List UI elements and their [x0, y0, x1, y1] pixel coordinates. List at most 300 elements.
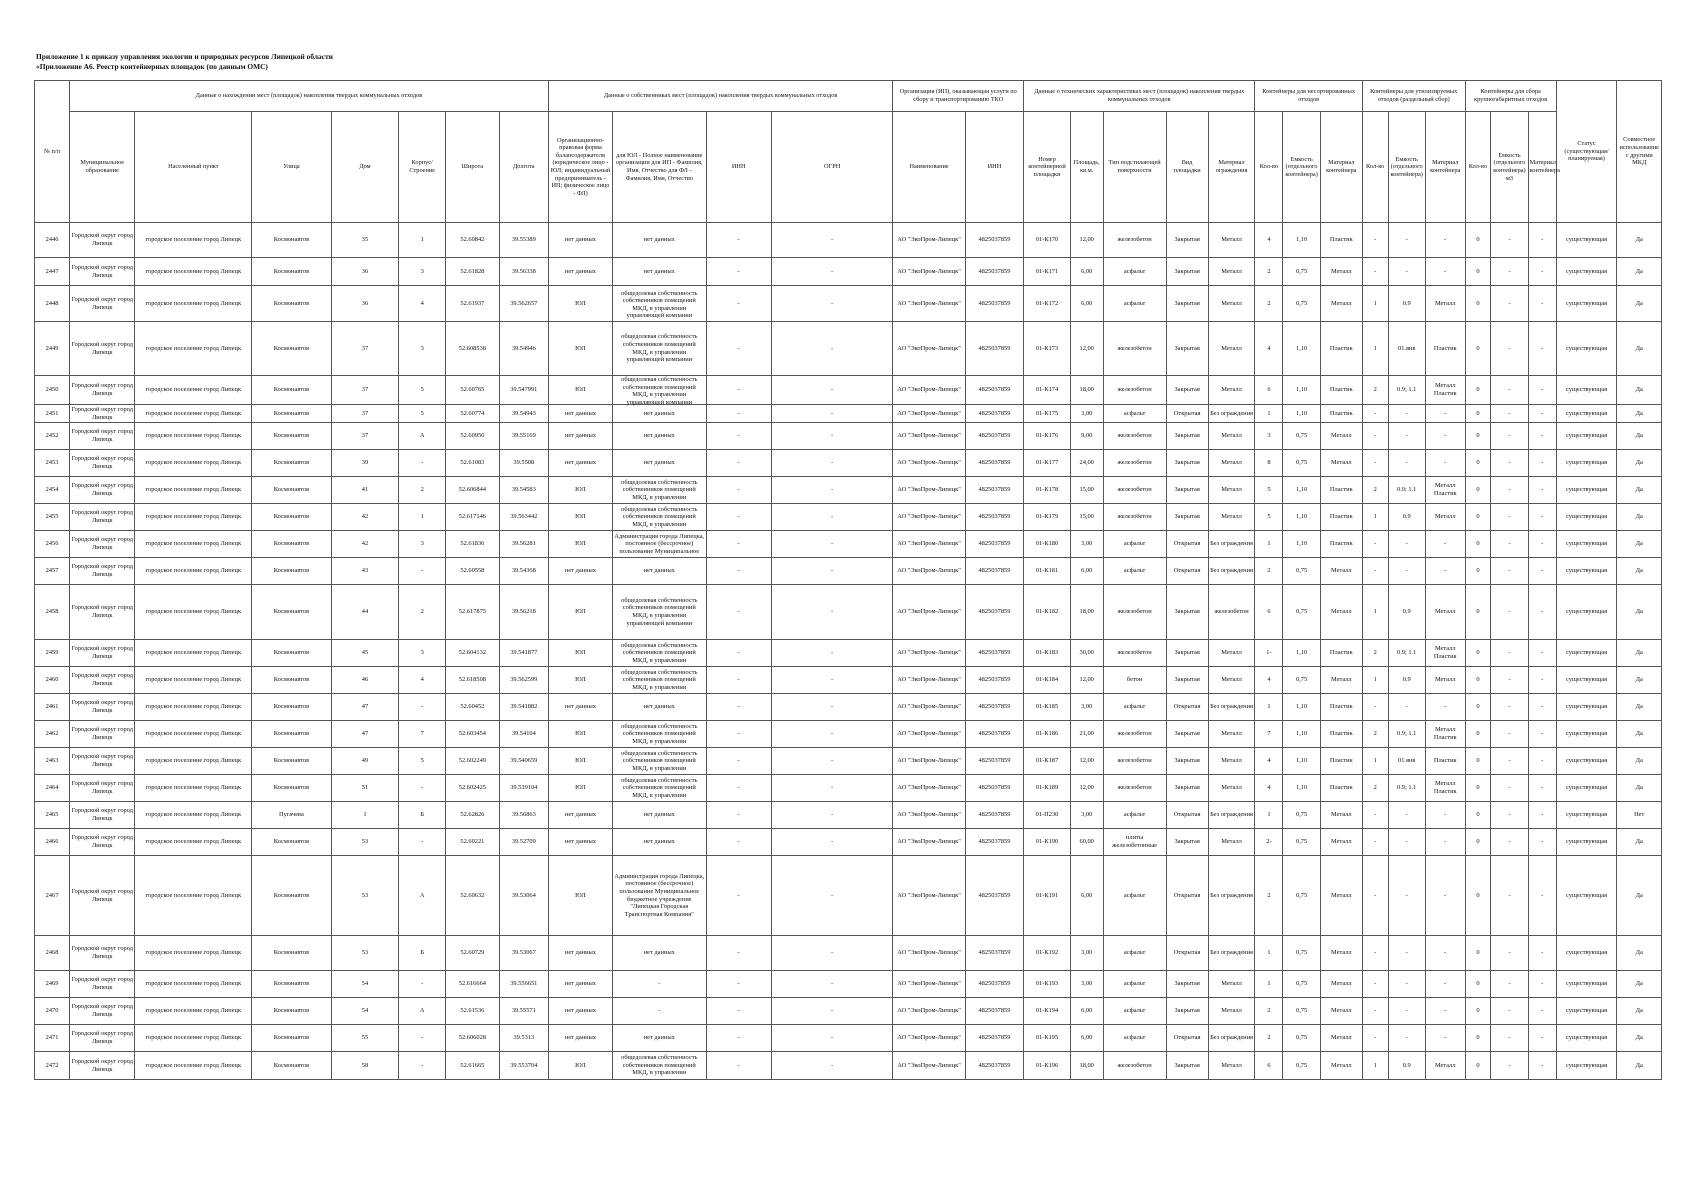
table-cell-ogrn: -: [771, 829, 892, 856]
table-cell-inn: -: [706, 405, 771, 423]
table-cell-vid: Открытая: [1166, 694, 1208, 721]
table-cell-ogrn: -: [771, 585, 892, 640]
table-cell-area: 18,00: [1070, 585, 1103, 640]
table-cell-vid: Закрытая: [1166, 223, 1208, 258]
table-cell-dom: 54: [331, 971, 399, 998]
table-cell-np: городское поселение город Липецк: [135, 450, 252, 477]
table-cell-orginn: 4825037859: [965, 1052, 1023, 1080]
table-cell-surf: асфальт: [1103, 405, 1166, 423]
table-cell-opf: ЮЛ: [548, 856, 612, 936]
table-cell-opf: ЮЛ: [548, 286, 612, 322]
table-cell-own: [613, 721, 706, 748]
table-cell-opf: нет данных: [548, 829, 612, 856]
table-cell-area: 15,00: [1070, 504, 1103, 531]
table-cell-dom: 49: [331, 748, 399, 775]
table-cell-ogrn: -: [771, 376, 892, 405]
table-cell-num: 01-К171: [1024, 258, 1071, 286]
table-cell-v1: 0,75: [1283, 667, 1320, 694]
table-cell-v2: -: [1388, 971, 1425, 998]
table-cell-ogrn: -: [771, 558, 892, 585]
table-cell-m3: -: [1528, 531, 1556, 558]
table-cell-n: 2450: [35, 376, 70, 405]
table-cell-k: -: [399, 450, 446, 477]
table-cell-status: существующая: [1556, 1025, 1617, 1052]
table-cell-c3: 0: [1465, 423, 1491, 450]
table-cell-k: -: [399, 1052, 446, 1080]
table-cell-status: существующая: [1556, 775, 1617, 802]
table-cell-own: нет данных: [613, 423, 706, 450]
table-cell-st: Космонавтов: [252, 775, 331, 802]
table-cell-inn: -: [706, 558, 771, 585]
table-cell-c2: -: [1362, 558, 1388, 585]
table-cell-status: существующая: [1556, 258, 1617, 286]
table-cell-vid: Закрытая: [1166, 1052, 1208, 1080]
table-cell-dom: 46: [331, 667, 399, 694]
table-cell-m2: Металл Пластик: [1425, 721, 1465, 748]
table-cell-k: 3: [399, 322, 446, 376]
table-cell-vid: Открытая: [1166, 1025, 1208, 1052]
table-cell-org: АО "ЭкоПром-Липецк": [893, 640, 965, 667]
table-row: [35, 423, 1662, 450]
table-cell-opf: нет данных: [548, 971, 612, 998]
table-cell-np: городское поселение город Липецк: [135, 640, 252, 667]
table-cell-ogrn: -: [771, 694, 892, 721]
table-cell-opf: ЮЛ: [548, 585, 612, 640]
table-cell-ogrn: -: [771, 1025, 892, 1052]
table-cell-m1: Металл: [1320, 802, 1362, 829]
table-cell-lat: 52.617875: [446, 585, 500, 640]
table-cell-v2: -: [1388, 998, 1425, 1025]
table-cell-own: [613, 640, 706, 667]
table-cell-lat: 52.62826: [446, 802, 500, 829]
table-cell-v1: 0,75: [1283, 856, 1320, 936]
table-cell-v2: 0.9: [1388, 585, 1425, 640]
table-cell-num: 01-К184: [1024, 667, 1071, 694]
table-cell-lon: 39.547991: [499, 376, 548, 405]
table-cell-n: 2465: [35, 802, 70, 829]
registry-table: [34, 80, 1662, 1080]
table-cell-orginn: 4825037859: [965, 376, 1023, 405]
table-cell-num: 01-К187: [1024, 748, 1071, 775]
table-cell-org: АО "ЭкоПром-Липецк": [893, 936, 965, 971]
table-cell-vid: Открытая: [1166, 856, 1208, 936]
table-cell-st: Космонавтов: [252, 829, 331, 856]
table-cell-orginn: 4825037859: [965, 936, 1023, 971]
table-cell-area: 3,00: [1070, 405, 1103, 423]
table-cell-m3: -: [1528, 376, 1556, 405]
table-cell-surf: асфальт: [1103, 1025, 1166, 1052]
table-cell-fence: Без ограждения: [1208, 936, 1255, 971]
table-cell-c2: -: [1362, 450, 1388, 477]
table-cell-dom: 45: [331, 640, 399, 667]
table-cell-area: 3,00: [1070, 531, 1103, 558]
table-row: [35, 694, 1662, 721]
table-cell-lat: 52.603454: [446, 721, 500, 748]
table-row: [35, 1052, 1662, 1080]
table-cell-c1: 6: [1255, 585, 1283, 640]
table-cell-lon: 39.553704: [499, 1052, 548, 1080]
table-cell-v3: -: [1491, 376, 1528, 405]
table-cell-c1: 3: [1255, 423, 1283, 450]
table-cell-v2: -: [1388, 450, 1425, 477]
table-cell-dom: 39: [331, 450, 399, 477]
table-cell-n: 2466: [35, 829, 70, 856]
table-cell-c3: 0: [1465, 286, 1491, 322]
table-cell-v1: 1,10: [1283, 405, 1320, 423]
table-cell-np: городское поселение город Липецк: [135, 504, 252, 531]
col-status-header: Статус (существующая/планируемая): [1556, 81, 1617, 223]
table-cell-area: 60,00: [1070, 829, 1103, 856]
table-cell-ogrn: -: [771, 504, 892, 531]
table-cell-m3: -: [1528, 558, 1556, 585]
column-header: Улица: [252, 112, 331, 223]
table-cell-m2: Пластик: [1425, 322, 1465, 376]
table-cell-area: 6,00: [1070, 286, 1103, 322]
table-cell-status: существующая: [1556, 585, 1617, 640]
table-cell-c1: 1: [1255, 531, 1283, 558]
table-cell-np: городское поселение город Липецк: [135, 558, 252, 585]
table-cell-opf: нет данных: [548, 423, 612, 450]
table-cell-orginn: 4825037859: [965, 667, 1023, 694]
table-cell-np: городское поселение город Липецк: [135, 856, 252, 936]
table-cell-v1: 1,10: [1283, 322, 1320, 376]
table-cell-m3: -: [1528, 423, 1556, 450]
table-cell-v2: 0.9; 1.1: [1388, 477, 1425, 504]
table-cell-m3: -: [1528, 748, 1556, 775]
table-cell-lat: 52.60558: [446, 558, 500, 585]
header-line-1: Приложение 1 к приказу управления экологии и природных ресурсов Липецкой области: [36, 52, 333, 61]
table-cell-org: АО "ЭкоПром-Липецк": [893, 667, 965, 694]
table-row: [35, 223, 1662, 258]
table-cell-np: городское поселение город Липецк: [135, 223, 252, 258]
table-cell-org: АО "ЭкоПром-Липецк": [893, 1052, 965, 1080]
table-cell-vid: Закрытая: [1166, 775, 1208, 802]
table-cell-area: 12,00: [1070, 322, 1103, 376]
table-cell-opf: ЮЛ: [548, 531, 612, 558]
table-cell-v3: -: [1491, 694, 1528, 721]
table-cell-st: Космонавтов: [252, 694, 331, 721]
table-cell-org: АО "ЭкоПром-Липецк": [893, 694, 965, 721]
table-cell-vid: Открытая: [1166, 531, 1208, 558]
table-cell-m1: Пластик: [1320, 223, 1362, 258]
table-cell-ogrn: -: [771, 423, 892, 450]
table-cell-opf: нет данных: [548, 802, 612, 829]
table-cell-v2: -: [1388, 936, 1425, 971]
table-cell-c3: 0: [1465, 1025, 1491, 1052]
table-cell-fence: Металл: [1208, 450, 1255, 477]
table-cell-own: нет данных: [613, 405, 706, 423]
table-cell-inn: -: [706, 694, 771, 721]
table-cell-vid: Открытая: [1166, 936, 1208, 971]
table-cell-own: нет данных: [613, 802, 706, 829]
table-cell-k: 2: [399, 585, 446, 640]
table-row: [35, 286, 1662, 322]
table-cell-org: АО "ЭкоПром-Липецк": [893, 971, 965, 998]
table-cell-v3: -: [1491, 223, 1528, 258]
owner-text: общедолевая собственность собственников помещений МКД, в управлении: [621, 641, 698, 664]
table-cell-fence: Металл: [1208, 376, 1255, 405]
table-cell-lon: 39.56338: [499, 258, 548, 286]
table-cell-inn: -: [706, 286, 771, 322]
table-cell-inn: -: [706, 829, 771, 856]
table-cell-org: АО "ЭкоПром-Липецк": [893, 802, 965, 829]
table-cell-num: 01-К172: [1024, 286, 1071, 322]
table-cell-mo: Городской округ город Липецк: [70, 640, 135, 667]
table-cell-surf: железобетон: [1103, 585, 1166, 640]
table-cell-dom: 37: [331, 423, 399, 450]
table-cell-c2: -: [1362, 1025, 1388, 1052]
table-cell-c3: 0: [1465, 477, 1491, 504]
table-cell-surf: асфальт: [1103, 694, 1166, 721]
table-cell-org: АО "ЭкоПром-Липецк": [893, 504, 965, 531]
table-cell-lat: 52.61536: [446, 998, 500, 1025]
table-cell-n: 2459: [35, 640, 70, 667]
column-header: Материал контейнера: [1320, 112, 1362, 223]
table-cell-lon: 39.54368: [499, 558, 548, 585]
table-cell-shared: Да: [1617, 585, 1662, 640]
table-cell-shared: Да: [1617, 423, 1662, 450]
table-cell-c1: 4: [1255, 775, 1283, 802]
table-cell-ogrn: -: [771, 748, 892, 775]
table-cell-orginn: 4825037859: [965, 829, 1023, 856]
table-cell-np: городское поселение город Липецк: [135, 748, 252, 775]
table-cell-vid: Закрытая: [1166, 667, 1208, 694]
table-cell-st: Космонавтов: [252, 223, 331, 258]
table-cell-c3: 0: [1465, 802, 1491, 829]
table-cell-np: городское поселение город Липецк: [135, 802, 252, 829]
table-cell-c2: 1: [1362, 585, 1388, 640]
table-cell-fence: Без ограждения: [1208, 802, 1255, 829]
table-cell-org: АО "ЭкоПром-Липецк": [893, 423, 965, 450]
table-cell-n: 2469: [35, 971, 70, 998]
table-cell-orginn: 4825037859: [965, 531, 1023, 558]
table-cell-dom: 37: [331, 322, 399, 376]
table-cell-lat: 52.602425: [446, 775, 500, 802]
table-cell-c2: 1: [1362, 504, 1388, 531]
table-cell-vid: Закрытая: [1166, 585, 1208, 640]
table-cell-m1: Металл: [1320, 1052, 1362, 1080]
column-header: Вид площадки: [1166, 112, 1208, 223]
table-cell-mo: Городской округ город Липецк: [70, 775, 135, 802]
table-cell-lon: 39.556651: [499, 971, 548, 998]
owner-text: общедолевая собственность собственников помещений МКД, в управлении: [621, 505, 698, 528]
table-cell-lon: 39.55169: [499, 423, 548, 450]
table-cell-c1: 1: [1255, 971, 1283, 998]
table-cell-k: -: [399, 971, 446, 998]
table-cell-lon: 39.541877: [499, 640, 548, 667]
table-cell-v2: -: [1388, 694, 1425, 721]
table-cell-orginn: 4825037859: [965, 258, 1023, 286]
table-cell-dom: 35: [331, 223, 399, 258]
table-cell-lon: 39.55571: [499, 998, 548, 1025]
group-bulky-header: Контейнеры для сбора крупногабаритных отходов: [1465, 81, 1556, 112]
table-cell-m1: Пластик: [1320, 376, 1362, 405]
table-cell-v3: -: [1491, 450, 1528, 477]
table-cell-mo: Городской округ город Липецк: [70, 936, 135, 971]
table-cell-v2: -: [1388, 531, 1425, 558]
table-cell-vid: Открытая: [1166, 558, 1208, 585]
table-cell-c3: 0: [1465, 405, 1491, 423]
table-cell-mo: Городской округ город Липецк: [70, 322, 135, 376]
table-cell-st: Космонавтов: [252, 558, 331, 585]
table-cell-opf: ЮЛ: [548, 504, 612, 531]
table-cell-dom: 42: [331, 504, 399, 531]
table-cell-v2: 0.9: [1388, 667, 1425, 694]
table-cell-np: городское поселение город Липецк: [135, 405, 252, 423]
column-header: Кол-во: [1465, 112, 1491, 223]
table-cell-fence: Без ограждения: [1208, 558, 1255, 585]
registry-body: [35, 223, 1662, 1080]
table-cell-m3: -: [1528, 405, 1556, 423]
owner-text: общедолевая собственность собственников помещений МКД, в управлении управляющей компании: [621, 289, 698, 320]
table-cell-m3: -: [1528, 694, 1556, 721]
table-cell-shared: Да: [1617, 998, 1662, 1025]
table-cell-np: городское поселение город Липецк: [135, 694, 252, 721]
table-cell-k: 1: [399, 223, 446, 258]
table-cell-n: 2453: [35, 450, 70, 477]
table-cell-m3: -: [1528, 450, 1556, 477]
column-header: Материал ограждения: [1208, 112, 1255, 223]
table-cell-area: 21,00: [1070, 721, 1103, 748]
table-cell-fence: железобетон: [1208, 585, 1255, 640]
table-cell-c1: 1-: [1255, 640, 1283, 667]
table-cell-m1: Металл: [1320, 423, 1362, 450]
table-cell-v3: -: [1491, 322, 1528, 376]
table-cell-surf: железобетон: [1103, 376, 1166, 405]
table-cell-c2: 2: [1362, 477, 1388, 504]
table-cell-vid: Закрытая: [1166, 450, 1208, 477]
column-header: ИНН: [965, 112, 1023, 223]
owner-text: общедолевая собственность собственников помещений МКД, в управлении: [621, 478, 698, 501]
table-cell-v2: 0.9; 1.1: [1388, 775, 1425, 802]
table-cell-mo: Городской округ город Липецк: [70, 477, 135, 504]
table-row: [35, 775, 1662, 802]
table-cell-status: существующая: [1556, 286, 1617, 322]
table-cell-vid: Закрытая: [1166, 640, 1208, 667]
table-cell-surf: асфальт: [1103, 286, 1166, 322]
table-cell-v3: -: [1491, 286, 1528, 322]
table-cell-orginn: 4825037859: [965, 223, 1023, 258]
table-cell-fence: Металл: [1208, 423, 1255, 450]
table-cell-mo: Городской округ город Липецк: [70, 286, 135, 322]
table-cell-dom: 37: [331, 405, 399, 423]
table-cell-own: нет данных: [613, 1025, 706, 1052]
column-header: Материал контейнера: [1528, 112, 1556, 223]
table-cell-dom: 47: [331, 721, 399, 748]
table-cell-c2: -: [1362, 802, 1388, 829]
table-row: [35, 531, 1662, 558]
table-row: [35, 856, 1662, 936]
table-cell-v1: 1,10: [1283, 531, 1320, 558]
table-cell-num: 01-К176: [1024, 423, 1071, 450]
table-cell-m2: -: [1425, 423, 1465, 450]
table-cell-vid: Закрытая: [1166, 998, 1208, 1025]
table-cell-lon: 39.55389: [499, 223, 548, 258]
table-cell-num: 01-К177: [1024, 450, 1071, 477]
table-cell-mo: Городской округ город Липецк: [70, 258, 135, 286]
table-cell-lat: 52.60774: [446, 405, 500, 423]
table-cell-k: Б: [399, 936, 446, 971]
table-cell-own: [613, 1052, 706, 1080]
table-cell-st: Космонавтов: [252, 322, 331, 376]
table-cell-st: Космонавтов: [252, 531, 331, 558]
table-cell-v2: -: [1388, 405, 1425, 423]
column-header: ИНН: [706, 112, 771, 223]
table-cell-own: [613, 531, 706, 558]
table-cell-inn: -: [706, 450, 771, 477]
column-header: Емкость (отдельного контейнера) м3: [1491, 112, 1528, 223]
table-cell-fence: Металл: [1208, 1052, 1255, 1080]
table-cell-inn: -: [706, 504, 771, 531]
table-cell-m3: -: [1528, 286, 1556, 322]
table-cell-n: 2452: [35, 423, 70, 450]
owner-text: общедолевая собственность собственников помещений МКД, в управлении управляющей компании: [621, 376, 698, 406]
table-cell-v2: -: [1388, 423, 1425, 450]
table-cell-m2: Металл: [1425, 286, 1465, 322]
table-cell-status: существующая: [1556, 971, 1617, 998]
table-cell-orginn: 4825037859: [965, 802, 1023, 829]
table-cell-surf: железобетон: [1103, 450, 1166, 477]
table-cell-dom: 43: [331, 558, 399, 585]
table-cell-np: городское поселение город Липецк: [135, 936, 252, 971]
table-cell-v1: 0,75: [1283, 936, 1320, 971]
table-cell-ogrn: -: [771, 286, 892, 322]
table-cell-fence: Металл: [1208, 504, 1255, 531]
table-cell-vid: Закрытая: [1166, 504, 1208, 531]
table-cell-surf: железобетон: [1103, 640, 1166, 667]
table-cell-num: 01-К186: [1024, 721, 1071, 748]
table-cell-surf: асфальт: [1103, 258, 1166, 286]
table-cell-surf: железобетон: [1103, 223, 1166, 258]
table-cell-m2: Металл Пластик: [1425, 376, 1465, 405]
table-cell-v1: 0,75: [1283, 1025, 1320, 1052]
table-cell-opf: нет данных: [548, 223, 612, 258]
table-row: [35, 971, 1662, 998]
table-cell-c1: 4: [1255, 223, 1283, 258]
table-cell-surf: железобетон: [1103, 775, 1166, 802]
table-cell-inn: -: [706, 585, 771, 640]
table-cell-m2: Металл Пластик: [1425, 775, 1465, 802]
table-cell-area: 18,00: [1070, 376, 1103, 405]
table-cell-lon: 39.53067: [499, 936, 548, 971]
table-cell-vid: Открытая: [1166, 802, 1208, 829]
table-cell-org: АО "ЭкоПром-Липецк": [893, 998, 965, 1025]
column-header: Наименование: [893, 112, 965, 223]
table-cell-c2: -: [1362, 423, 1388, 450]
table-cell-dom: 37: [331, 376, 399, 405]
table-cell-k: Б: [399, 802, 446, 829]
table-cell-num: 01-К174: [1024, 376, 1071, 405]
table-cell-np: городское поселение город Липецк: [135, 322, 252, 376]
table-cell-shared: Да: [1617, 856, 1662, 936]
table-cell-surf: асфальт: [1103, 558, 1166, 585]
table-cell-lat: 52.618508: [446, 667, 500, 694]
table-cell-inn: -: [706, 775, 771, 802]
column-header: ОГРН: [771, 112, 892, 223]
table-cell-orginn: 4825037859: [965, 405, 1023, 423]
table-cell-ogrn: -: [771, 1052, 892, 1080]
table-cell-st: Космонавтов: [252, 640, 331, 667]
table-cell-lon: 39.56218: [499, 585, 548, 640]
table-cell-c3: 0: [1465, 322, 1491, 376]
table-cell-c3: 0: [1465, 585, 1491, 640]
table-cell-status: существующая: [1556, 667, 1617, 694]
table-cell-c2: 2: [1362, 640, 1388, 667]
table-cell-own: [613, 286, 706, 322]
table-cell-fence: Металл: [1208, 971, 1255, 998]
table-cell-lon: 39.52709: [499, 829, 548, 856]
table-cell-m3: -: [1528, 258, 1556, 286]
